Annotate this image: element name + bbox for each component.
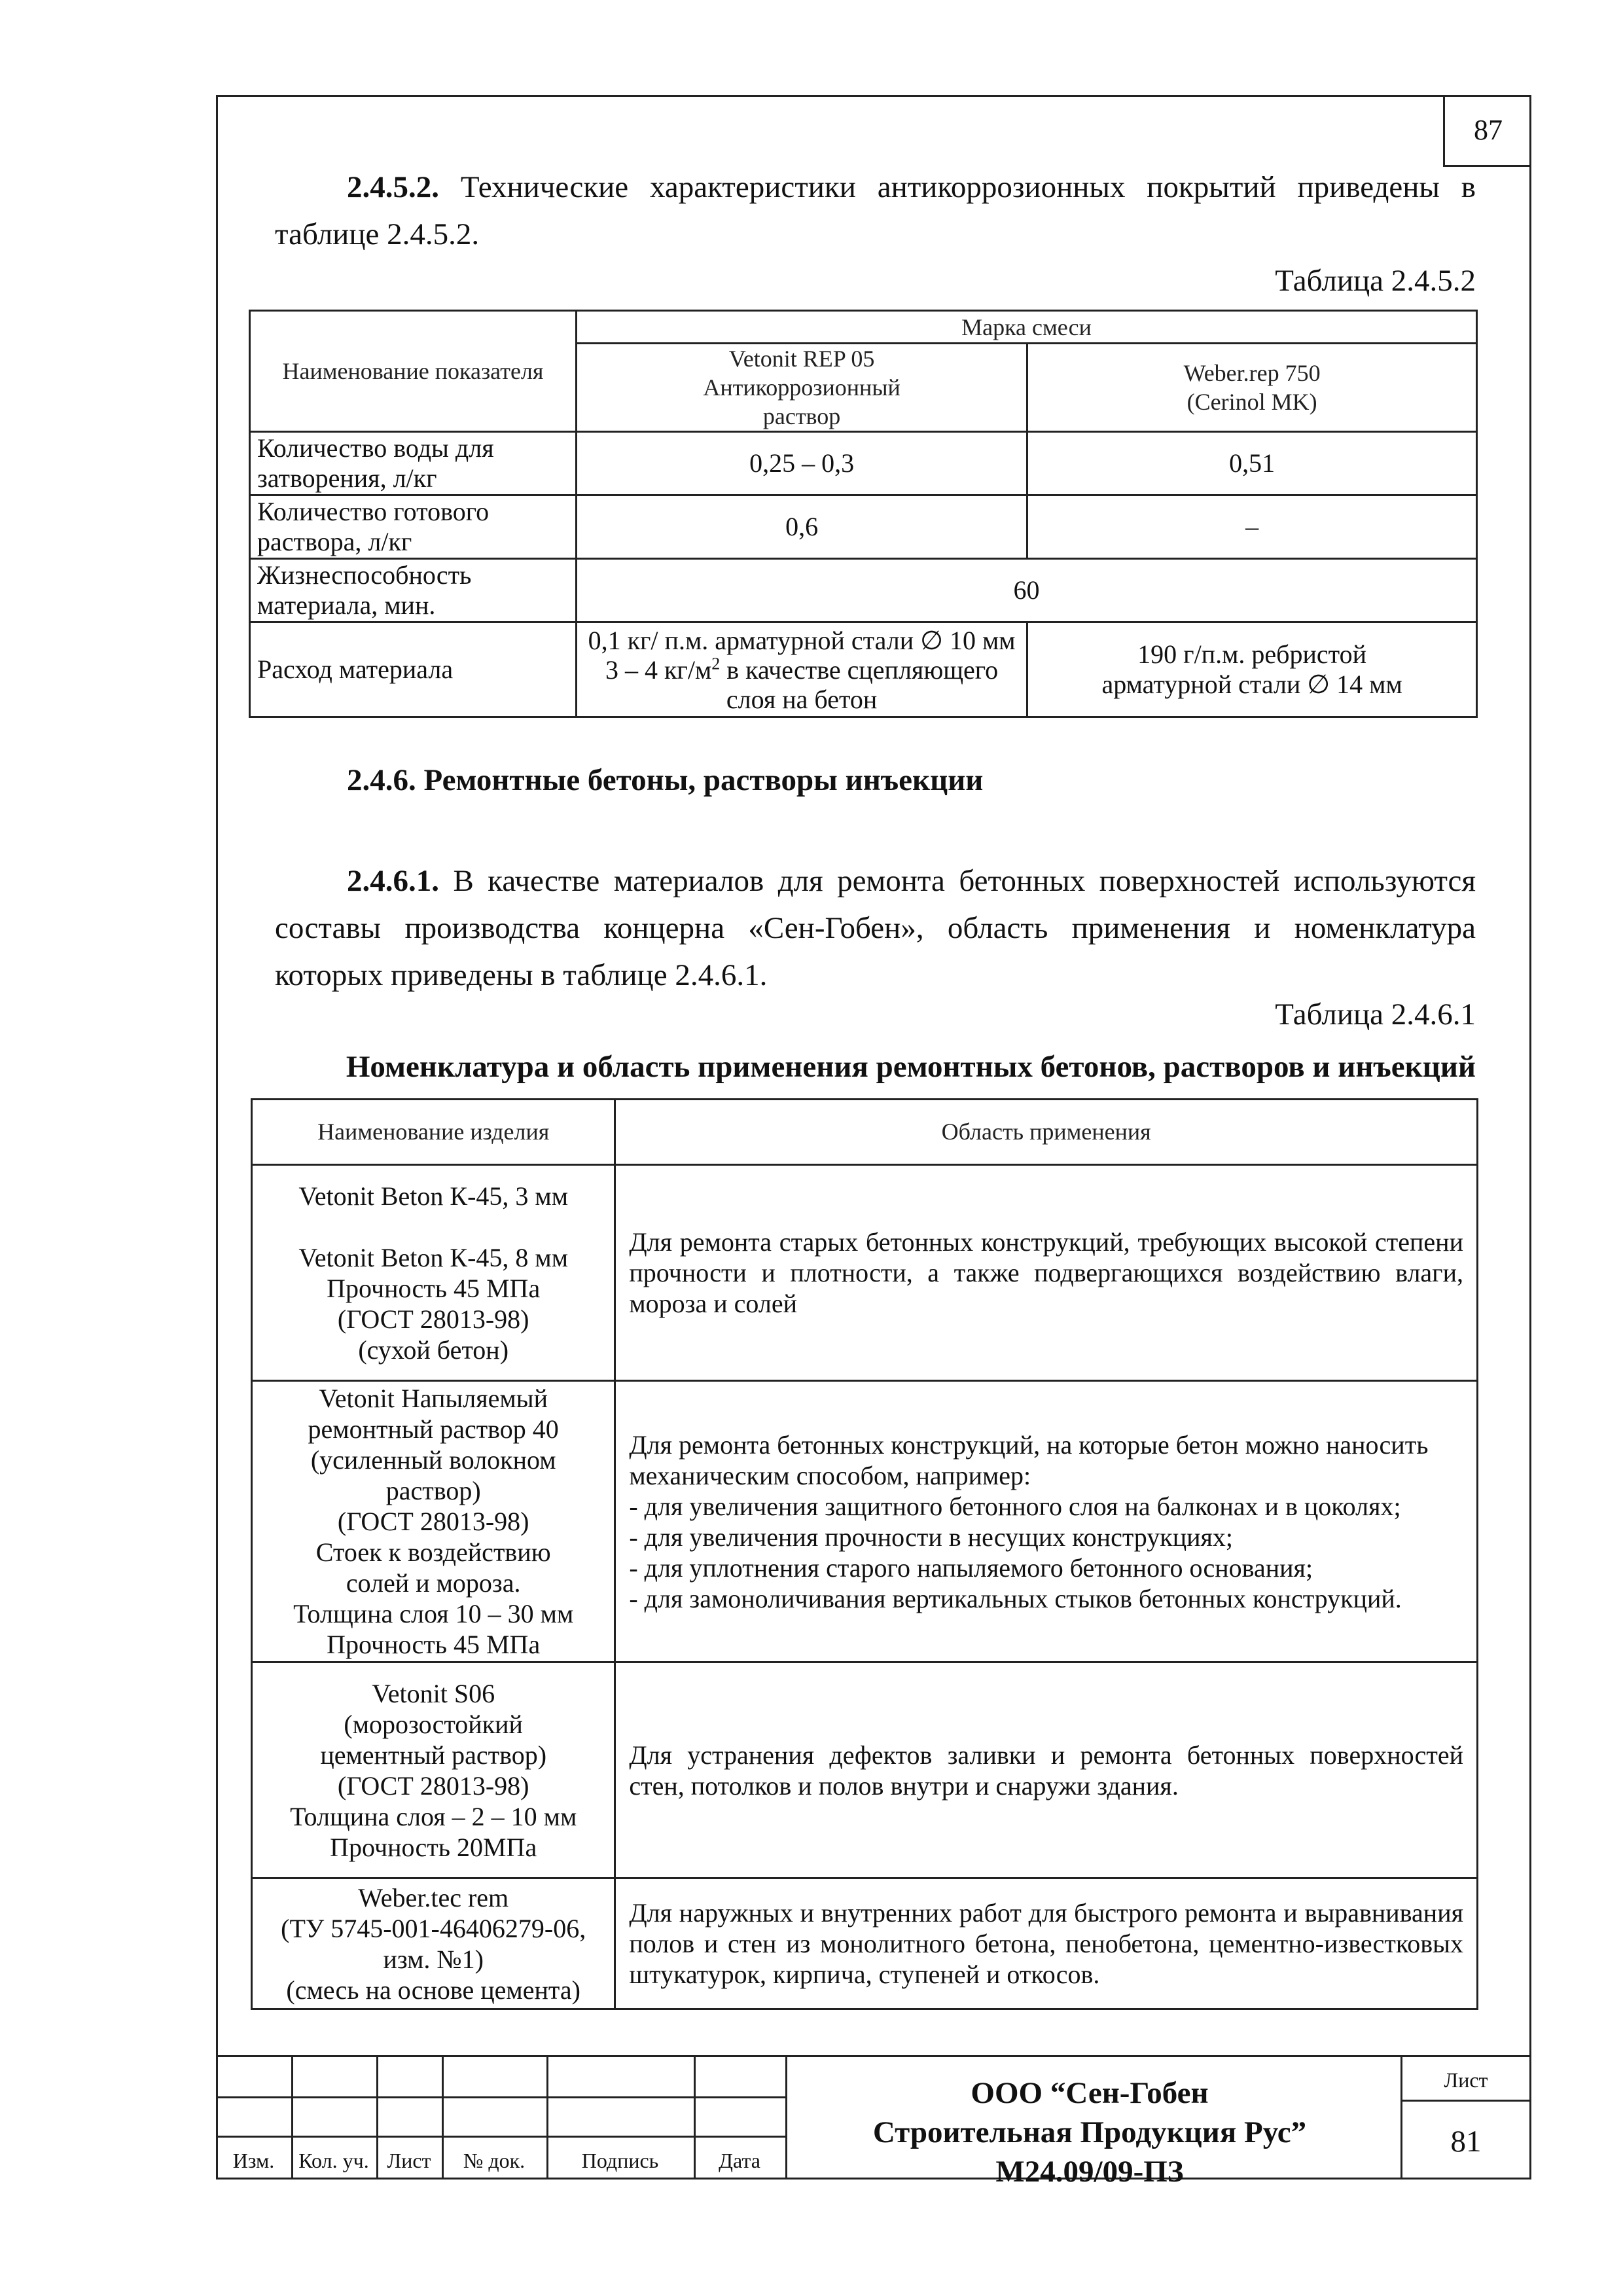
table1-caption: Таблица 2.4.5.2: [1275, 264, 1476, 298]
row-solution-label: Количество готового раствора, л/кг: [250, 495, 577, 559]
name-spacer: [259, 1211, 607, 1242]
header-product-name: Наименование изделия: [252, 1100, 615, 1165]
name-line: Прочность 20МПа: [330, 1832, 537, 1862]
stamp-col-sheet: Лист: [387, 2149, 431, 2172]
name-line: Weber.tec rem: [358, 1882, 509, 1912]
desc-line: Для ремонта старых бетонных конструкций, требующих высокой степени прочности и плотности, а также подвергающихся воздействию влаги, мороза и солей: [629, 1227, 1463, 1318]
header-name: Наименование показателя: [250, 311, 577, 432]
name-line: Vetonit S06: [372, 1678, 495, 1708]
row-consumption-v1: [576, 622, 1027, 717]
row-water-v1: 0,25 – 0,3: [576, 432, 1027, 495]
table-2-4-6-1: [251, 1098, 1478, 2010]
name-line: Vetonit Beton К-45, 8 мм: [298, 1242, 569, 1272]
table-2-4-5-2: [249, 310, 1478, 718]
name-line: (ГОСТ 28013-98): [337, 1507, 529, 1536]
desc-line: Для ремонта бетонных конструкций, на которые бетон можно наносить механическим способом, например:: [629, 1429, 1429, 1490]
name-line: ремонтный раствор 40: [308, 1414, 559, 1444]
paragraph-number: 2.4.5.2.: [347, 170, 439, 204]
application-cell: [615, 1381, 1478, 1662]
name-line: (смесь на основе цемента): [286, 1975, 580, 2005]
header-brand: Марка смеси: [576, 311, 1476, 344]
stamp-col-signature: Подпись: [581, 2149, 659, 2172]
table2-caption: Таблица 2.4.6.1: [1275, 997, 1476, 1031]
product-name-cell: [252, 1381, 615, 1662]
name-line: Vetonit Напыляемый: [319, 1384, 548, 1413]
row-water-v2: 0,51: [1027, 432, 1477, 495]
stamp-col-doc: № док.: [463, 2149, 526, 2172]
name-line: раствор): [385, 1476, 481, 1505]
desc-line: - для уплотнения старого напыляемого бетонного основания;: [629, 1552, 1313, 1583]
row-water-label: Количество воды для затворения, л/кг: [250, 432, 577, 495]
header-weber-rep750: Weber.rep 750 (Cerinol MK): [1027, 344, 1477, 432]
sheet-label: Лист: [1444, 2068, 1488, 2092]
row-consumption-v2: 190 г/п.м. ребристой арматурной стали ∅ 14 мм: [1027, 622, 1477, 717]
row-consumption-label: Расход материала: [250, 622, 577, 717]
header-application-area: Область применения: [615, 1100, 1478, 1165]
name-line: Прочность 45 МПа: [327, 1273, 541, 1303]
page-number: 87: [1443, 95, 1531, 167]
desc-line: - для замоноличивания вертикальных стыков бетонных конструкций.: [629, 1583, 1402, 1613]
row-pot-life-label: Жизнеспособность материала, мин.: [250, 559, 577, 622]
name-line: (сухой бетон): [358, 1335, 509, 1365]
desc-line: - для увеличения защитного бетонного слоя на балконах и в цоколях;: [629, 1491, 1401, 1521]
stamp-rule: [1400, 2100, 1531, 2102]
application-cell: [615, 1662, 1478, 1878]
name-line: (ГОСТ 28013-98): [337, 1304, 529, 1334]
application-cell: [615, 1878, 1478, 2009]
name-line: (ГОСТ 28013-98): [337, 1770, 529, 1801]
organization-block: [785, 2073, 1394, 2191]
name-line: Vetonit Beton К-45, 3 мм: [298, 1181, 569, 1211]
stamp-col-date: Дата: [719, 2149, 760, 2172]
org-line-1: ООО “Сен-Гобен: [971, 2076, 1209, 2110]
paragraph-2-4-6-1: [275, 857, 1476, 999]
row-pot-life-value: 60: [576, 559, 1476, 622]
product-name-cell: [252, 1165, 615, 1381]
name-line: Толщина слоя – 2 – 10 мм: [290, 1801, 577, 1831]
name-line: изм. №1): [383, 1944, 484, 1974]
stamp-col-count: Кол. уч.: [298, 2149, 369, 2172]
section-heading: 2.4.6. Ремонтные бетоны, растворы инъекции: [347, 763, 984, 797]
table2-title: Номенклатура и область применения ремонтных бетонов, растворов и инъекций: [346, 1050, 1476, 1084]
name-line: цементный раствор): [320, 1740, 547, 1770]
name-line: (усиленный волокном: [310, 1445, 556, 1475]
desc-line: Для наружных и внутренних работ для быстрого ремонта и выравнивания полов и стен из монолитного бетона, пенобетона, цементно-известковых штукатурок, кирпича, ступеней и откосов.: [629, 1898, 1463, 1989]
row-solution-v2: –: [1027, 495, 1477, 559]
name-line: (морозостойкий: [344, 1709, 523, 1739]
stamp-rule: [216, 2136, 785, 2138]
header-vetonit-rep05: Vetonit REP 05 Антикоррозионный раствор: [576, 344, 1027, 432]
desc-line: - для увеличения прочности в несущих конструкциях;: [629, 1522, 1234, 1552]
paragraph-text: Технические характеристики антикоррозионных покрытий приведены в таблице 2.4.5.2.: [275, 170, 1476, 251]
name-line: солей и мороза.: [346, 1568, 521, 1598]
row-solution-v1: 0,6: [576, 495, 1027, 559]
paragraph-2-4-5-2: [275, 164, 1476, 258]
name-line: (ТУ 5745-001-46406279-06,: [281, 1913, 586, 1943]
stamp-col-change: Изм.: [232, 2149, 275, 2172]
consumption-bond-pre: 3 – 4 кг/м: [605, 655, 712, 685]
consumption-bond-post: в качестве сцепляющего слоя на бетон: [720, 655, 999, 714]
desc-line: Для устранения дефектов заливки и ремонта бетонных поверхностей стен, потолков и полов внутри и снаружи здания.: [629, 1740, 1463, 1801]
consumption-bond-sup: 2: [711, 654, 721, 673]
application-cell: [615, 1165, 1478, 1381]
product-name-cell: [252, 1878, 615, 2009]
sheet-number: 81: [1450, 2125, 1482, 2159]
document-code: М24.09/09-ПЗ: [995, 2155, 1184, 2189]
name-line: Прочность 45 МПа: [327, 1630, 541, 1659]
paragraph-number: 2.4.6.1.: [347, 864, 439, 898]
product-name-cell: [252, 1662, 615, 1878]
stamp-rule: [216, 2096, 785, 2098]
org-line-2: Строительная Продукция Рус”: [872, 2115, 1307, 2149]
consumption-rebar: 0,1 кг/ п.м. арматурной стали ∅ 10 мм: [588, 625, 1016, 655]
paragraph-text: В качестве материалов для ремонта бетонных поверхностей используются составы производства концерна «Сен-Гобен», область применения и номенклатура которых приведены в таблице 2.4.6.1.: [275, 864, 1476, 992]
name-line: Стоек к воздействию: [315, 1537, 551, 1567]
name-line: Толщина слоя 10 – 30 мм: [293, 1599, 574, 1628]
